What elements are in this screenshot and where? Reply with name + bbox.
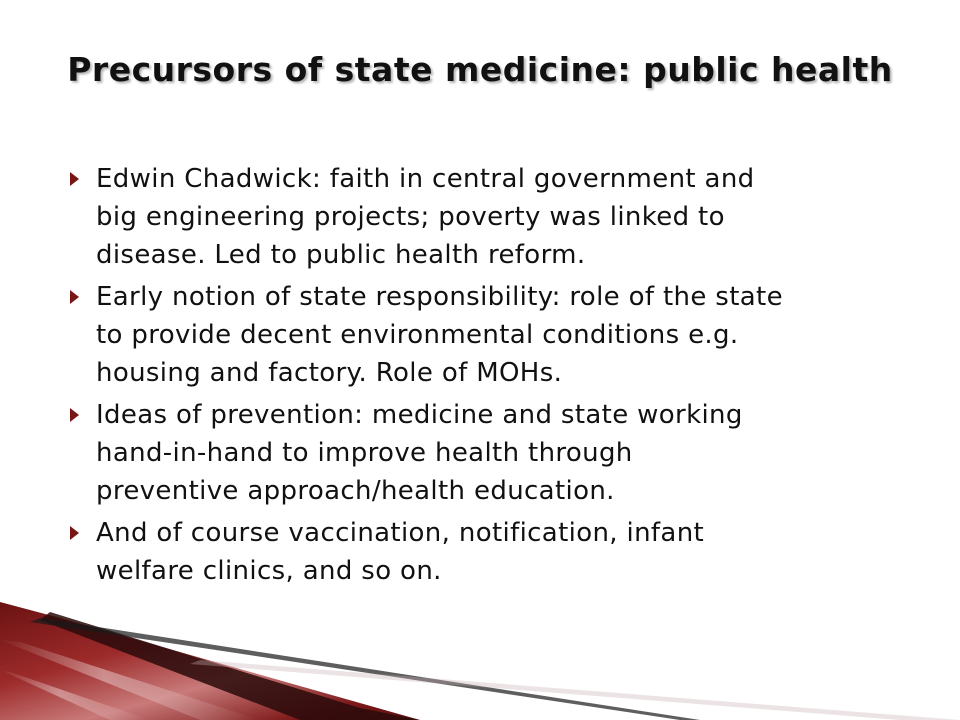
arrow-bullet-icon bbox=[70, 408, 79, 422]
bullet-text-line: hand-in-hand to improve health through bbox=[96, 438, 633, 468]
bullet-text-line: Early notion of state responsibility: role of the state bbox=[96, 282, 783, 312]
slide-title: Precursors of state medicine: public health bbox=[67, 50, 893, 89]
arrow-bullet-icon bbox=[70, 172, 79, 186]
bullet-text-line: welfare clinics, and so on. bbox=[96, 556, 442, 586]
bullet-text-line: big engineering projects; poverty was linked to bbox=[96, 202, 725, 232]
bullet-item bbox=[66, 514, 926, 590]
bullet-text-line: disease. Led to public health reform. bbox=[96, 240, 586, 270]
bullet-text-line: preventive approach/health education. bbox=[96, 476, 615, 506]
bullet-text-line: housing and factory. Role of MOHs. bbox=[96, 358, 563, 388]
bullet-item bbox=[66, 278, 926, 392]
bullet-list bbox=[66, 160, 926, 594]
bullet-text-line: And of course vaccination, notification, infant bbox=[96, 518, 705, 548]
arrow-bullet-icon bbox=[70, 290, 79, 304]
arrow-bullet-icon bbox=[70, 526, 79, 540]
decorative-swoosh bbox=[0, 590, 960, 720]
bullet-text-line: to provide decent environmental conditions e.g. bbox=[96, 320, 739, 350]
bullet-item bbox=[66, 160, 926, 274]
bullet-text-line: Ideas of prevention: medicine and state working bbox=[96, 400, 743, 430]
bullet-text-line: Edwin Chadwick: faith in central government and bbox=[96, 164, 755, 194]
bullet-item bbox=[66, 396, 926, 510]
